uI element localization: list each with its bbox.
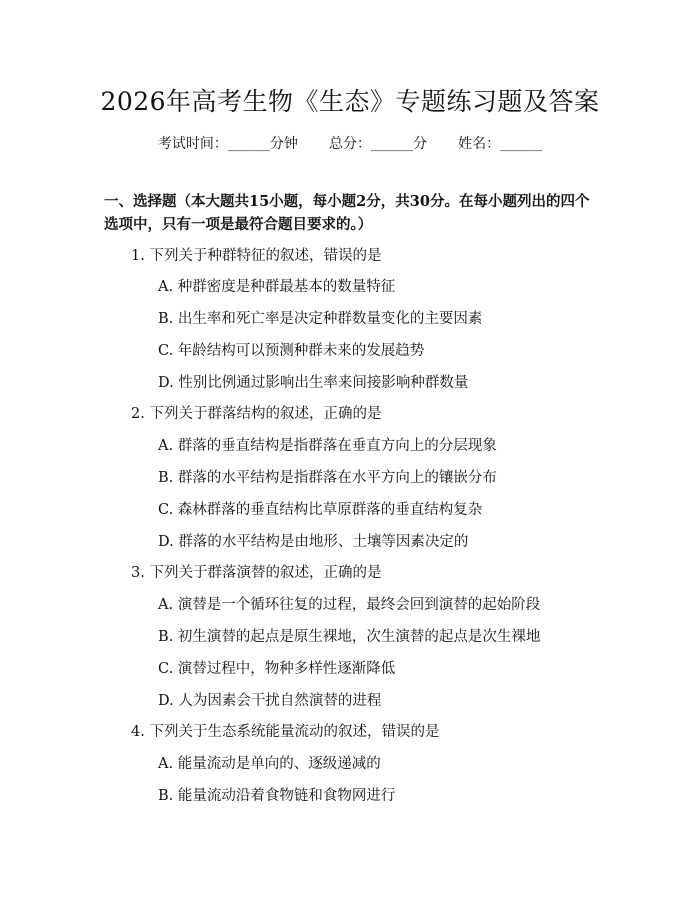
- page-title: 2026年高考生物《生态》专题练习题及答案: [100, 87, 600, 116]
- option-item: D. 人为因素会干扰自然演替的进程: [158, 693, 382, 709]
- option-item: B. 群落的水平结构是指群落在水平方向上的镶嵌分布: [158, 470, 497, 486]
- option-item: D. 群落的水平结构是由地形、土壤等因素决定的: [158, 534, 469, 550]
- question-stem: 3. 下列关于群落演替的叙述，正确的是: [131, 565, 382, 581]
- option-item: B. 能量流动沿着食物链和食物网进行: [158, 788, 396, 804]
- exam-time-field: 考试时间：______分钟: [157, 136, 298, 152]
- question-stem: 4. 下列关于生态系统能量流动的叙述，错误的是: [131, 724, 440, 740]
- option-item: B. 初生演替的起点是原生裸地，次生演替的起点是次生裸地: [158, 629, 541, 645]
- option-item: A. 演替是一个循环往复的过程，最终会回到演替的起始阶段: [158, 597, 541, 613]
- option-item: B. 出生率和死亡率是决定种群数量变化的主要因素: [158, 311, 483, 327]
- option-item: C. 演替过程中，物种多样性逐渐降低: [158, 661, 396, 677]
- question-stem: 1. 下列关于种群特征的叙述，错误的是: [131, 248, 382, 264]
- option-item: A. 群落的垂直结构是指群落在垂直方向上的分层现象: [158, 438, 497, 454]
- option-item: C. 森林群落的垂直结构比草原群落的垂直结构复杂: [158, 502, 483, 518]
- option-item: D. 性别比例通过影响出生率来间接影响种群数量: [158, 375, 469, 391]
- option-item: C. 年龄结构可以预测种群未来的发展趋势: [158, 343, 425, 359]
- section-heading-multiple-choice: 一、选择题（本大题共15小题，每小题2分，共30分。在每小题列出的四个选项中，只有一项是最符合题目要求的。）: [104, 193, 590, 233]
- total-score-field: 总分：______分: [329, 136, 427, 152]
- option-item: A. 能量流动是单向的、逐级递减的: [158, 756, 381, 772]
- option-item: A. 种群密度是种群最基本的数量特征: [158, 279, 396, 295]
- question-stem: 2. 下列关于群落结构的叙述，正确的是: [131, 406, 382, 422]
- exam-info-line: [0, 133, 700, 153]
- student-name-field: 姓名：______: [458, 136, 543, 152]
